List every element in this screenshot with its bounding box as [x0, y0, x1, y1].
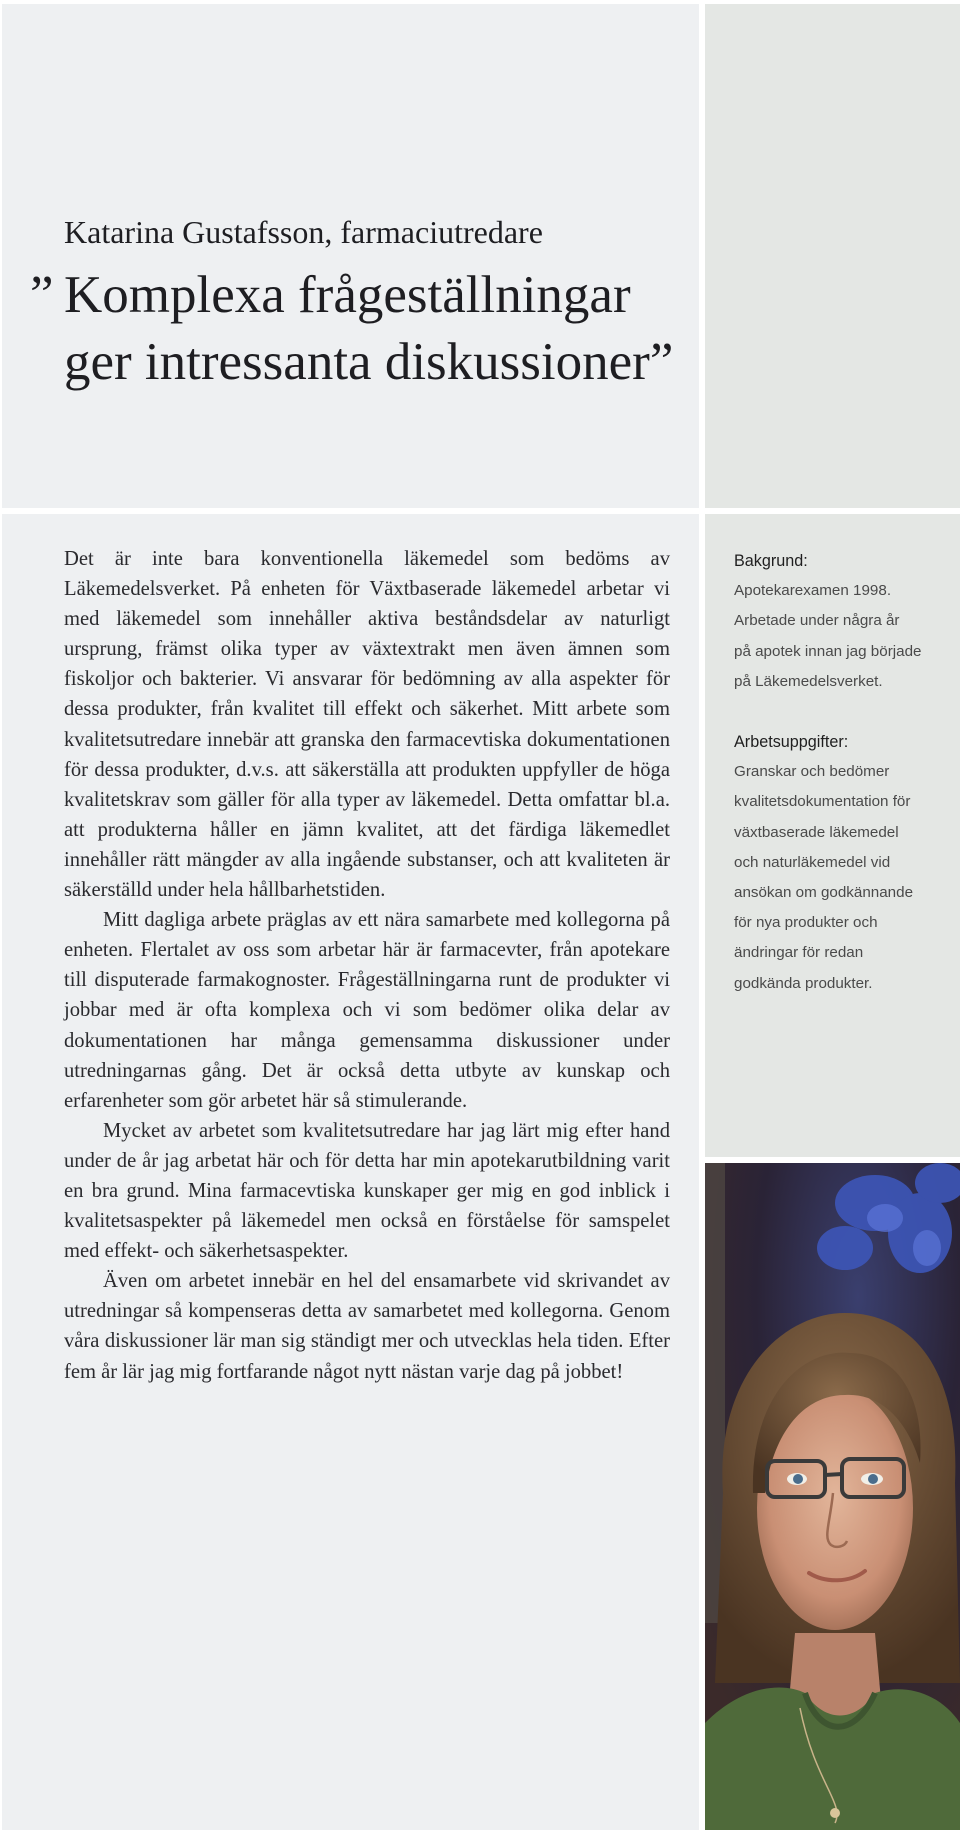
- article-body: [64, 544, 670, 1387]
- duties-line: ansökan om godkännande: [734, 884, 914, 902]
- portrait-photo: [705, 1163, 960, 1830]
- article-paragraph: Mitt dagliga arbete präglas av ett nära samarbete med kollegorna på enheten. Flertalet av oss som arbetar här är farmacevter, från apotekare till disputerade farmakognoster. Frågeställningarna runt de produkter vi jobbar med är ofta komplexa och vi som bedömer olika delar av dokumentationen har många gemensamma diskussioner under utredningarnas gång. Det är också detta utbyte av kunskap och erfarenheter som gör arbetet här så stimulerande.: [64, 909, 670, 1112]
- sidebar-spacer: [734, 697, 958, 727]
- side-top-panel: [705, 4, 960, 508]
- article-paragraph: Även om arbetet innebär en hel del ensamarbete vid skrivandet av utredningar så kompenseras detta av samarbetet med kollegorna. Genom våra diskussioner lär man sig ständigt mer och utvecklas hela tiden. Efter fem år lär jag mig fortfarande något nytt nästan varje dag på jobbet!: [64, 1270, 670, 1383]
- background-line: på apotek innan jag började: [734, 642, 922, 660]
- info-sidebar: [734, 546, 958, 999]
- headline-open-quote: ”: [30, 266, 54, 324]
- header-panel: [2, 4, 699, 508]
- article-paragraph: Det är inte bara konventionella läkemedel som bedöms av Läkemedelsverket. På enheten för Växtbaserade läkemedel arbetar vi med läkemedel som innehåller aktiva beståndsdelar av naturligt ursprung, främst olika typer av växtextrakt men även ämnen som fiskoljor och bakterier. Vi ansvarar för bedömning av alla aspekter för dessa produkter, från kvalitet till effekt och säkerhet. Mitt arbete som kvalitetsutredare innebär att granska den farmacevtiska dokumentationen för dessa produkter, d.v.s. att säkerställa att produkten uppfyller de höga kvalitetskrav som gäller för alla typer av läkemedel. Detta omfattar bl.a. att produkterna håller en jämn kvalitet, att det färdiga läkemedlet innehåller rätt mängder av alla ingående substanser, och att kvaliteten är säkerställd under hela hållbarhetstiden.: [64, 548, 670, 902]
- duties-line: växtbaserade läkemedel: [734, 823, 899, 841]
- headline: [30, 262, 684, 396]
- headline-text: Komplexa frågeställningar ger intressanta diskussioner”: [64, 266, 674, 391]
- duties-label: Arbetsuppgifter:: [734, 733, 849, 752]
- duties-line: ändringar för redan: [734, 944, 864, 962]
- duties-line: Granskar och bedömer: [734, 763, 890, 781]
- background-line: Arbetade under några år: [734, 612, 900, 630]
- duties-line: och naturläkemedel vid: [734, 853, 891, 871]
- background-line: på Läkemedelsverket.: [734, 672, 883, 690]
- byline: Katarina Gustafsson, farmaciutredare: [64, 214, 543, 250]
- background-line: Apotekarexamen 1998.: [734, 582, 892, 600]
- duties-line: godkända produkter.: [734, 974, 873, 992]
- article-paragraph: Mycket av arbetet som kvalitetsutredare har jag lärt mig efter hand under de år jag arbetat här och för detta har min apotekarutbildning varit en bra grund. Mina farmacevtiska kunskaper ger mig en god inblick i kvalitetsaspekter på läkemedel men också en förståelse för samspelet med effekt- och säkerhetsaspekter.: [64, 1119, 670, 1263]
- duties-line: kvalitetsdokumentation för: [734, 793, 911, 811]
- background-label: Bakgrund:: [734, 552, 808, 570]
- portrait-illustration: [705, 1163, 960, 1830]
- duties-line: för nya produkter och: [734, 914, 878, 932]
